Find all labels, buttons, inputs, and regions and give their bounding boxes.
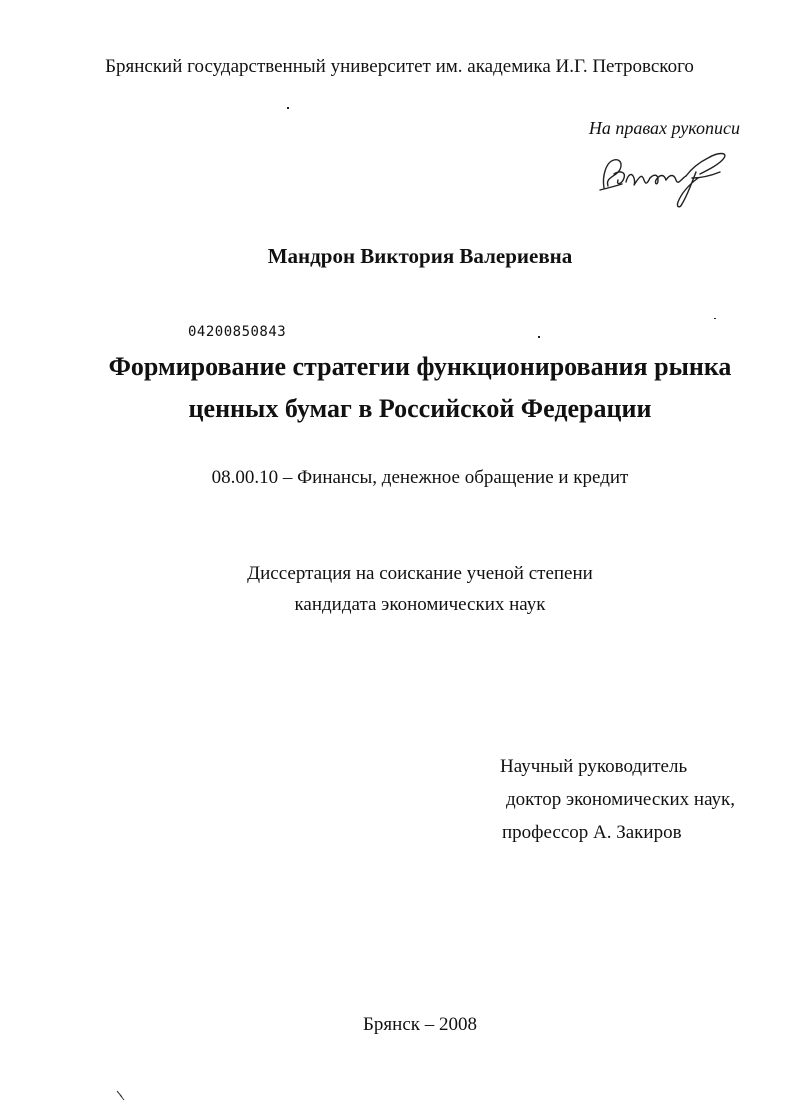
dissertation-title-line-1: Формирование стратегии функционирования рынка bbox=[108, 352, 732, 381]
specialty-code: 08.00.10 – Финансы, денежное обращение и кредит bbox=[211, 467, 629, 488]
manuscript-rights-label: На правах рукописи bbox=[588, 118, 740, 138]
scan-speck bbox=[714, 318, 716, 319]
degree-line-1: Диссертация на соискание ученой степени bbox=[247, 563, 593, 584]
scan-speck bbox=[538, 336, 540, 338]
dissertation-title-line-2: ценных бумаг в Российской Федерации bbox=[188, 394, 652, 423]
scan-mark bbox=[116, 1088, 128, 1100]
university-name: Брянский государственный университет им. академика И.Г. Петровского bbox=[105, 56, 694, 77]
signature-icon bbox=[596, 148, 736, 210]
degree-line-2: кандидата экономических наук bbox=[294, 594, 546, 615]
supervisor-degree: доктор экономических наук, bbox=[506, 789, 736, 810]
registration-code: 04200850843 bbox=[188, 324, 287, 340]
supervisor-label: Научный руководитель bbox=[500, 756, 688, 777]
scan-speck bbox=[287, 107, 289, 109]
place-and-year: Брянск – 2008 bbox=[363, 1014, 477, 1035]
supervisor-name: профессор А. Закиров bbox=[502, 822, 682, 843]
author-name: Мандрон Виктория Валериевна bbox=[267, 244, 573, 268]
